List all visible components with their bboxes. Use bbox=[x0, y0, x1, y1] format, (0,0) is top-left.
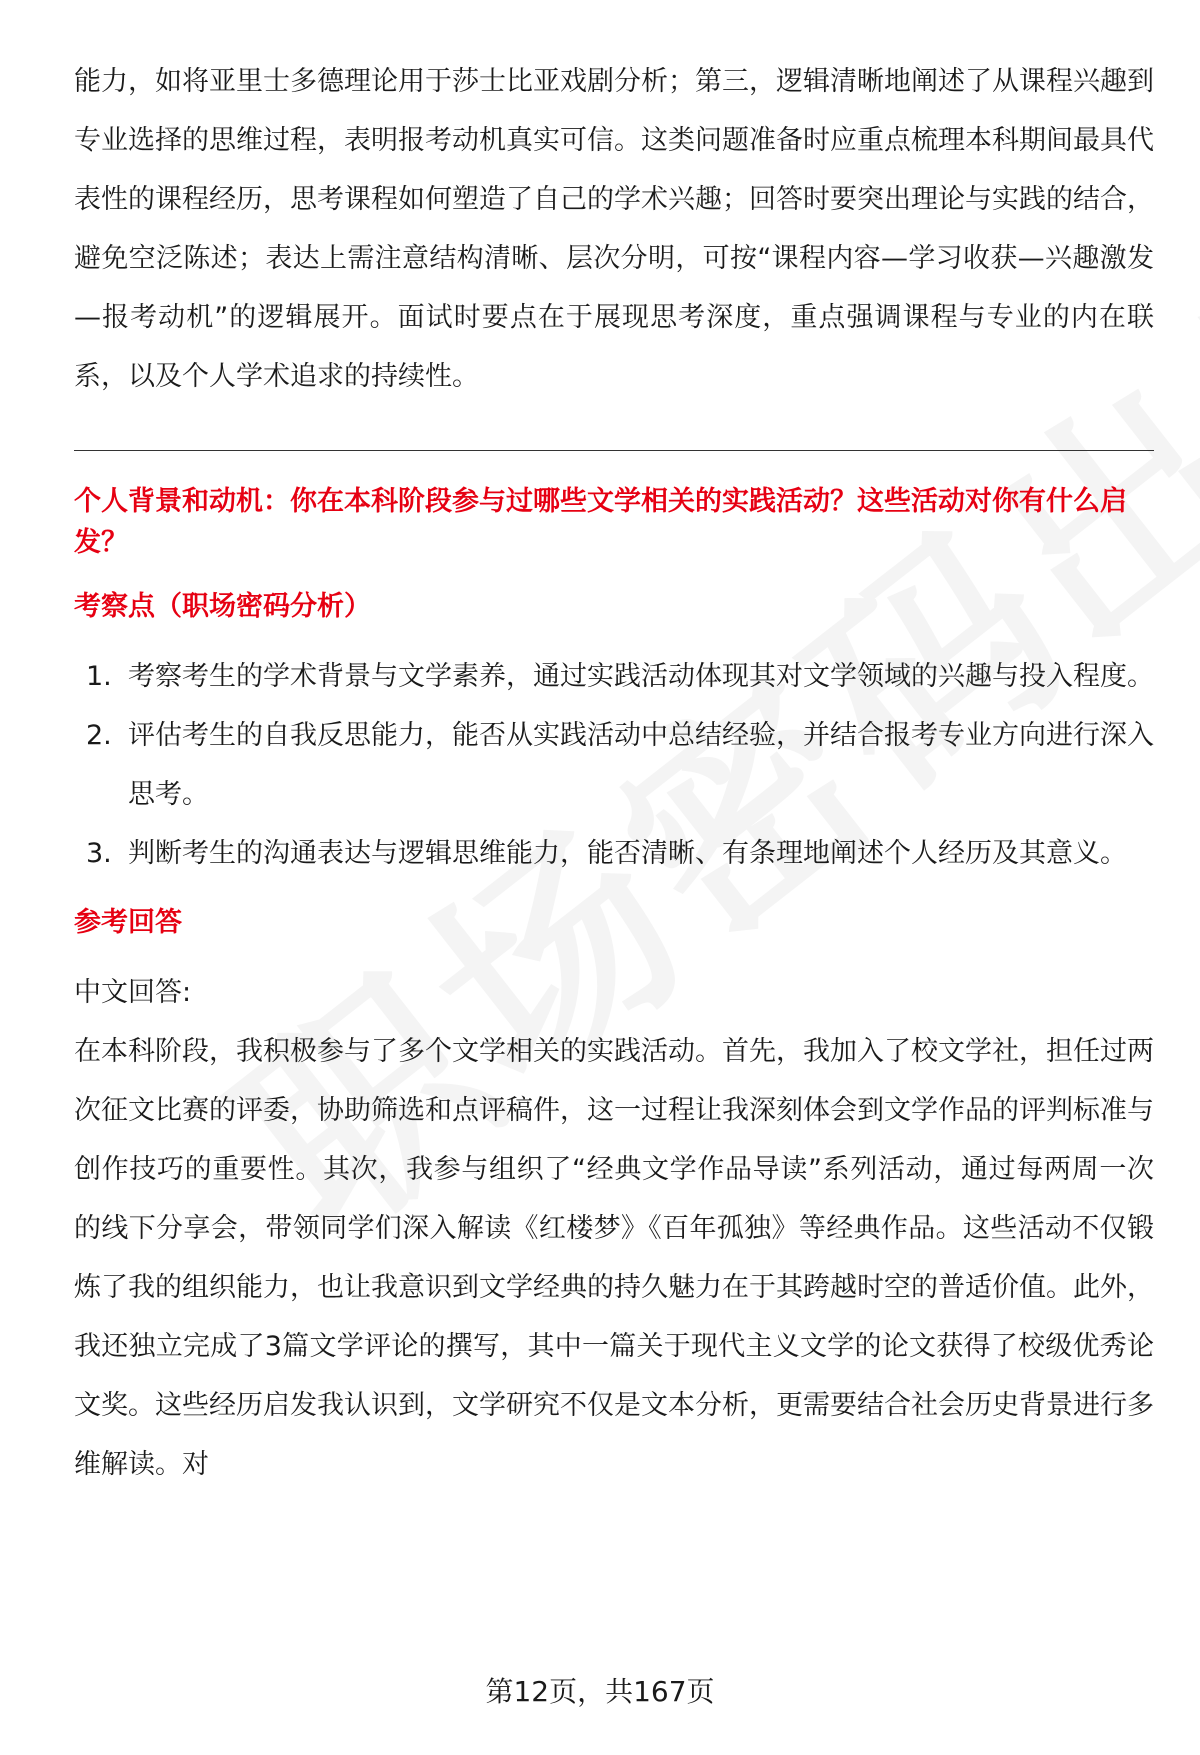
assessment-item-text: 评估考生的自我反思能力，能否从实践活动中总结经验，并结合报考专业方向进行深入思考。 bbox=[128, 720, 1154, 810]
assessment-item bbox=[74, 824, 1154, 883]
answer-paragraph: 在本科阶段，我积极参与了多个文学相关的实践活动。首先，我加入了校文学社，担任过两次征文比赛的评委，协助筛选和点评稿件，这一过程让我深刻体会到文学作品的评判标准与创作技巧的重要性。其次，我参与组织了“经典文学作品导读”系列活动，通过每两周一次的线下分享会，带领同学们深入解读《红楼梦》《百年孤独》等经典作品。这些活动不仅锻炼了我的组织能力，也让我意识到文学经典的持久魅力在于其跨越时空的普适价值。此外，我还独立完成了3篇文学评论的撰写，其中一篇关于现代主义文学的论文获得了校级优秀论文奖。这些经历启发我认识到，文学研究不仅是文本分析，更需要结合社会历史背景进行多维解读。对 bbox=[74, 1036, 1154, 1480]
answer-label: 中文回答: bbox=[74, 977, 192, 1008]
intro-paragraph: 能力，如将亚里士多德理论用于莎士比亚戏剧分析；第三，逻辑清晰地阐述了从课程兴趣到专业选择的思维过程，表明报考动机真实可信。这类问题准备时应重点梳理本科期间最具代表性的课程经历，思考课程如何塑造了自己的学术兴趣；回答时要突出理论与实践的结合，避免空泛陈述；表达上需注意结构清晰、层次分明，可按“课程内容—学习收获—兴趣激发—报考动机”的逻辑展开。面试时要点在于展现思考深度，重点强调课程与专业的内在联系，以及个人学术追求的持续性。 bbox=[74, 66, 1154, 392]
assessment-item-text: 判断考生的沟通表达与逻辑思维能力，能否清晰、有条理地阐述个人经历及其意义。 bbox=[128, 838, 1127, 869]
assessment-item-number: 2. bbox=[86, 720, 112, 751]
assessment-list bbox=[74, 647, 1154, 883]
question-heading: 个人背景和动机：你在本科阶段参与过哪些文学相关的实践活动？这些活动对你有什么启发？ bbox=[74, 486, 1127, 558]
reference-title: 参考回答 bbox=[74, 907, 182, 938]
assessment-item bbox=[74, 647, 1154, 706]
assessment-title: 考察点（职场密码分析） bbox=[74, 591, 371, 622]
page-number: 第12页，共167页 bbox=[485, 1675, 715, 1708]
assessment-item-number: 1. bbox=[86, 661, 112, 692]
assessment-item-number: 3. bbox=[86, 838, 112, 869]
section-divider bbox=[74, 450, 1154, 451]
assessment-item-text: 考察考生的学术背景与文学素养，通过实践活动体现其对文学领域的兴趣与投入程度。 bbox=[128, 661, 1154, 692]
document-page bbox=[74, 52, 1154, 1494]
assessment-item bbox=[74, 706, 1154, 824]
